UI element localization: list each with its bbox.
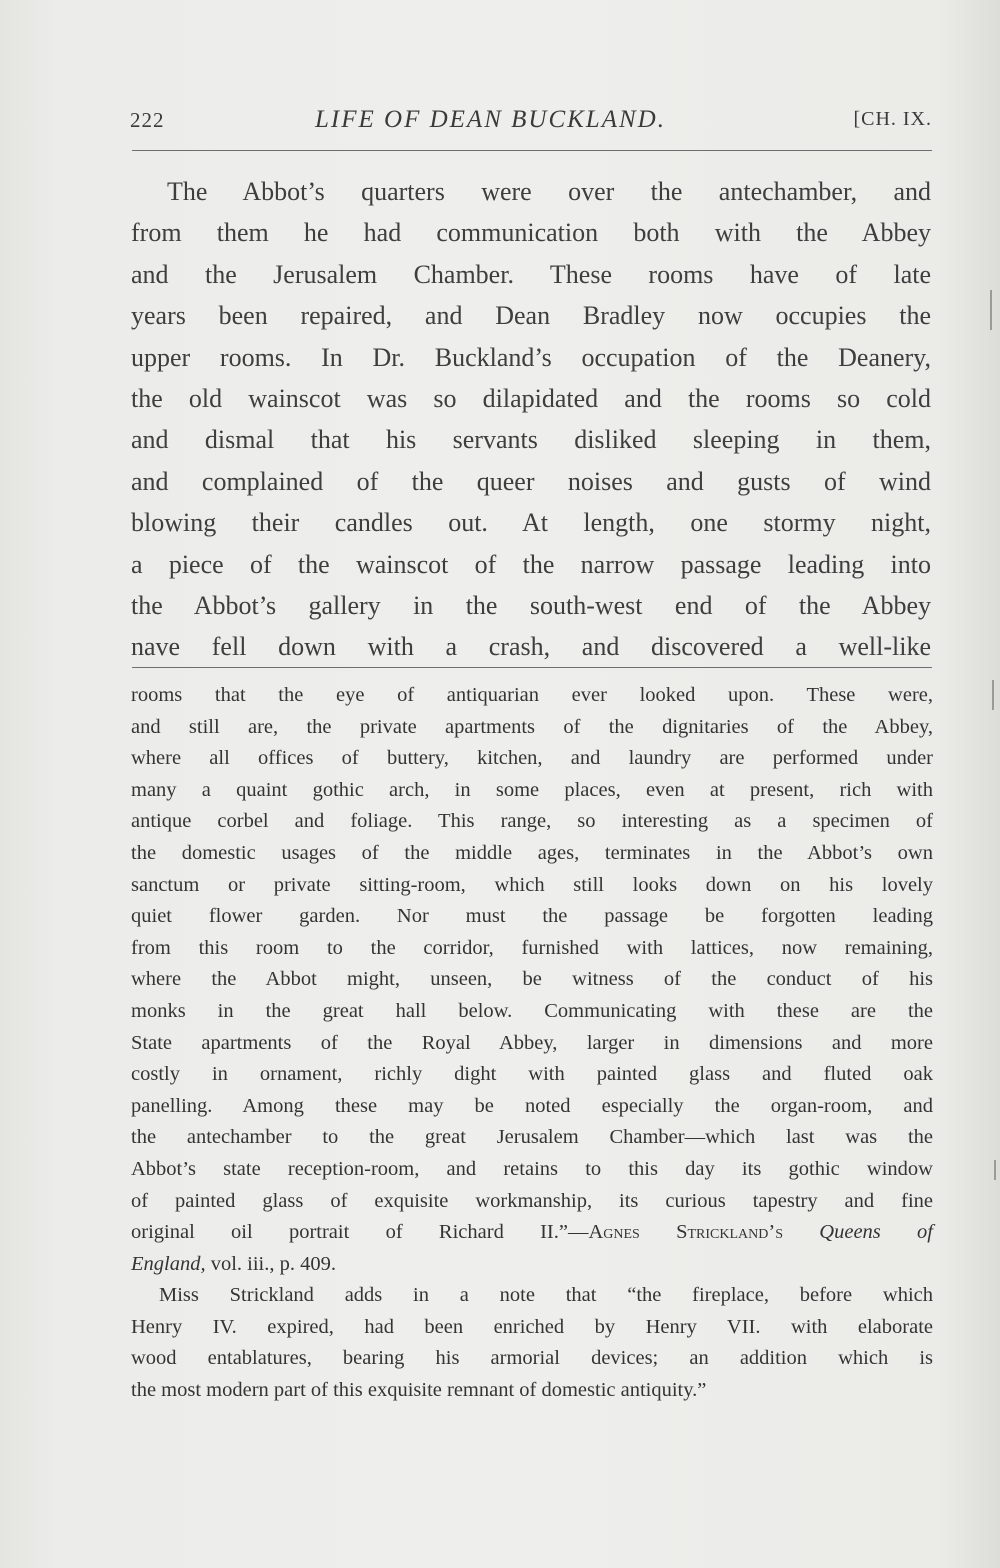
body-line: the Abbot’s gallery in the south-west end of the Abbey — [131, 590, 931, 620]
page-edge-mark — [992, 680, 994, 710]
body-line: and dismal that his servants disliked sleeping in them, — [131, 425, 931, 455]
footnote-line: of painted glass of exquisite workmanship, its curious tapestry and fine — [131, 1189, 933, 1212]
footnote-line: rooms that the eye of antiquarian ever looked upon. These were, — [131, 684, 933, 706]
body-line: from them he had communication both with the Abbey — [131, 218, 931, 248]
citation-line — [131, 1217, 933, 1249]
page-edge-mark — [990, 290, 992, 330]
citation-volume: vol. iii., p. 409. — [210, 1252, 337, 1275]
footnote-line: the domestic usages of the middle ages, terminates in the Abbot’s own — [131, 841, 933, 864]
body-line: The Abbot’s quarters were over the antechamber, and — [167, 177, 931, 206]
body-line: nave fell down with a crash, and discovered a well-like — [131, 632, 931, 662]
footnote-line: panelling. Among these may be noted especially the organ-room, and — [131, 1094, 933, 1117]
note-paragraph-line: Henry IV. expired, had been enriched by Henry VII. with elaborate — [131, 1315, 933, 1338]
footnote-line: State apartments of the Royal Abbey, larger in dimensions and more — [131, 1031, 933, 1054]
page-number: 222 — [130, 108, 165, 132]
citation-lead: original oil portrait of Richard II.”— — [131, 1221, 589, 1244]
body-line: and complained of the queer noises and gusts of wind — [131, 466, 931, 496]
body-line: the old wainscot was so dilapidated and the rooms so cold — [131, 383, 931, 413]
footnote-line: costly in ornament, richly dight with painted glass and fluted oak — [131, 1063, 933, 1086]
footnote-line: where the Abbot might, unseen, be witness of the conduct of his — [131, 968, 933, 991]
running-header — [130, 108, 932, 138]
footnote-line: Abbot’s state reception-room, and retains to this day its gothic window — [131, 1157, 933, 1180]
citation-work: Queens of — [819, 1221, 933, 1244]
footnote-line: monks in the great hall below. Communicating with these are the — [131, 999, 933, 1022]
footnote-rule — [132, 667, 932, 668]
footnote-line: antique corbel and foliage. This range, so interesting as a specimen of — [131, 810, 933, 833]
citation-author: Agnes Strickland’s — [588, 1221, 784, 1244]
main-text — [131, 171, 931, 668]
running-title: LIFE OF DEAN BUCKLAND. — [315, 106, 666, 133]
header-rule — [132, 150, 932, 151]
footnote-line: sanctum or private sitting-room, which still looks down on his lovely — [131, 873, 933, 896]
note-paragraph-line: wood entablatures, bearing his armorial devices; an addition which is — [131, 1347, 933, 1370]
footnote-block — [131, 680, 933, 1407]
footnote-line: many a quaint gothic arch, in some places, even at present, rich with — [131, 778, 933, 801]
footnote-line: and still are, the private apartments of the dignitaries of the Abbey, — [131, 715, 933, 738]
footnote-line: the antechamber to the great Jerusalem Chamber—which last was the — [131, 1126, 933, 1149]
citation-work-continued: England, — [131, 1252, 206, 1275]
note-paragraph-line: the most modern part of this exquisite remnant of domestic antiquity.” — [131, 1379, 707, 1402]
body-line: upper rooms. In Dr. Buckland’s occupation of the Deanery, — [131, 342, 931, 372]
footnote-line: quiet flower garden. Nor must the passage be forgotten leading — [131, 905, 933, 928]
body-line: and the Jerusalem Chamber. These rooms have of late — [131, 259, 931, 289]
footnote-line: from this room to the corridor, furnished with lattices, now remaining, — [131, 936, 933, 959]
page-edge-mark — [994, 1160, 996, 1180]
body-line: blowing their candles out. At length, one stormy night, — [131, 508, 931, 538]
note-paragraph-line: Miss Strickland adds in a note that “the fireplace, before which — [159, 1284, 933, 1307]
body-line: years been repaired, and Dean Bradley now occupies the — [131, 301, 931, 331]
body-line: a piece of the wainscot of the narrow passage leading into — [131, 549, 931, 579]
chapter-label: [CH. IX. — [853, 108, 932, 130]
citation-line — [131, 1249, 933, 1281]
footnote-line: where all offices of buttery, kitchen, and laundry are performed under — [131, 747, 933, 770]
